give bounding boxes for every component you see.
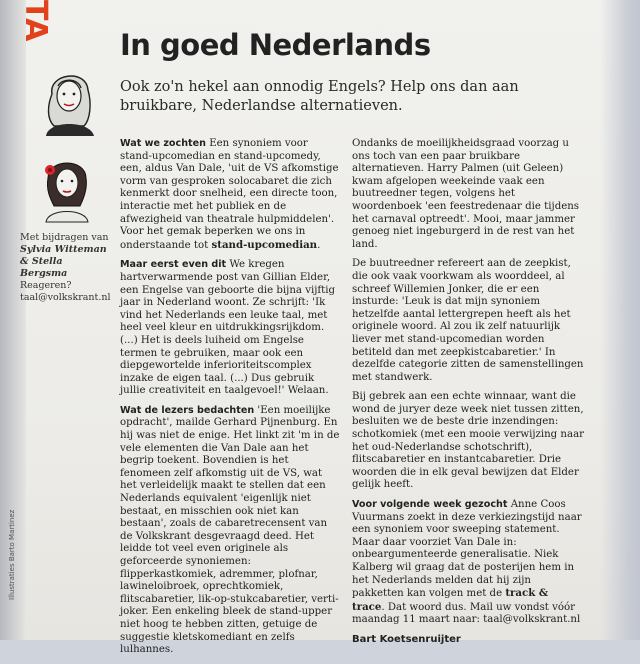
paragraph-readers (120, 405, 342, 657)
section-logo (18, 0, 53, 60)
subhead-next-week: Voor volgende week gezocht (352, 499, 508, 511)
paragraph-alternatives: Ondanks de moeilijkheidsgraad voorzag u ons toch van een paar bruikbare alternatieven. Harry Palmen (uit Geleen) kwam afgelopen weekeinde vaak een buutreedner tegen, volgens het woordenboek 'een feestredenaar die tijdens het carnaval optreedt'. Mooi, maar jammer genoeg niet ingeburgerd in de rest van het land. (352, 138, 580, 250)
paragraph-next-week (352, 499, 584, 627)
section-logo-text: TA (18, 0, 53, 42)
contributors-intro: Met bijdragen van (20, 232, 109, 243)
paragraph-winners: Bij gebrek aan een echte winnaar, want die wond de juryer deze week niet tussen zitten, besluiten we de beste drie inzendingen: schotkomiek (met een mooie verwijzing naar het oud-Nederlandse schotschrift), flitscabaretier en instantcabaretier. Drie woorden die in elk geval bewijzen dat Elder gelijk heeft. (352, 391, 585, 491)
paragraph-readers-text: 'Een moeilijke opdracht', mailde Gerhard Pijnenburg. En hij was niet de enige. Het linkt zit 'm in de vele elementen die Van Dale aan het begrip toekent. Bovendien is het fenomeen zelf afkomstig uit de VS, wat het verleidelijk maakt te stellen dat een Nederlands equivalent 'eigenlijk niet bestaat, en misschien ook niet kan bestaan', zoals de cabaretrecensent van de Volkskrant desgevraagd deed. Het leidde tot veel even originele als geforceerde synoniemen: flipperkastkomiek, adremmer, plofnar, lawineloibroek, oprechtkomiek, flitscabaretier, lik-op-stukcabaretier, verti-joker. Een enkeling bleek de stand-upper niet hoog te hebben zitten, getuige de suggestie kletskomediant en zelfs lulhannes. (120, 404, 340, 656)
paragraph-next-week-end: . Dat woord dus. Mail uw vondst vóór maandag 11 maart naar: taal@volkskrant.nl (352, 601, 581, 626)
paragraph-next-week-text: Anne Coos Vuurmans zoekt in deze verkiezingstijd naar een synoniem voor sweeping statement. Maar daar voorziet Van Dale in: onbeargumenteerde generalisatie. Niek Kalberg wil graag dat de posterijen hem in het Nederlands melden dat hij zijn pakketten kan volgen met de (352, 499, 582, 600)
contributors-email: taal@volkskrant.nl (20, 292, 111, 303)
contributor-name-1: Sylvia Witteman (20, 244, 107, 255)
paragraph-first-this (120, 259, 342, 398)
paragraph-searched (120, 138, 342, 252)
article-lede: Ook zo'n hekel aan onnodig Engels? Help ons dan aan bruikbare, Nederlandse alternatieven. (120, 79, 519, 114)
portrait-stella-bergsma (32, 150, 102, 222)
page-fold-shadow (600, 0, 640, 640)
paragraph-searched-end: . (317, 239, 321, 251)
contributors-box (20, 232, 112, 304)
portrait-sylvia-witteman (34, 64, 104, 136)
contributor-name-2: & Stella Bergsma (20, 256, 68, 279)
paragraph-first-this-text: We kregen hartverwarmende post van Gillian Elder, een Engelse van geboorte die bijna vijftig jaar in Nederland woont. Ze schrijft: 'Ik vind het Nederlands een leuke taal, met heel veel kleur en uitdrukkingsrijkdom. (...) Het is deels luiheid om Engelse termen te gebruiken, maar ook een diepgewortelde inferioriteitscomplex inzake de eigen taal. (...) Dus gebruik jullie creativiteit en taalgevoel!' Welaan. (120, 259, 336, 397)
paragraph-searched-text: Een synoniem voor stand-upcomedian en stand-upcomedy, een, aldus Van Dale, 'uit de VS afkomstige vorm van gesproken solocabaret die zich kenmerkt door snelheid, een directe toon, interactie met het publiek en de afwezigheid van theatrale hulpmiddelen'. Voor het gemak beperken we ons in onderstaande tot (120, 138, 339, 251)
author-signature: Bart Koetsenruijter (352, 633, 461, 645)
illustration-credit: Illustraties Barto Martinez (8, 509, 16, 600)
article-column-right (352, 138, 584, 647)
highlight-track-trace: track & trace (352, 587, 549, 613)
article-column-left (120, 138, 342, 664)
contributors-cta: Reageren? (20, 280, 72, 291)
highlight-term: stand-upcomedian (211, 238, 318, 251)
page-title: In goed Nederlands (120, 28, 431, 62)
subhead-searched: Wat we zochten (120, 138, 206, 149)
subhead-readers: Wat de lezers bedachten (120, 404, 255, 416)
subhead-first-this: Maar eerst even dit (120, 259, 227, 271)
paragraph-zeepkist: De buutreedner refereert aan de zeepkist, die ook vaak voorkwam als woorddeel, al schreef Willemien Jonker, die er een insturde: 'Leuk is dat mijn synoniem hetzelfde aantal lettergrepen heeft als het originele woord. Al zou ik zelf natuurlijk liever met stand-upcomedian worden betiteld dan met zeepkistcabaretier.' In dezelfde categorie zitten de samenstellingen met standwerk. (352, 258, 584, 383)
